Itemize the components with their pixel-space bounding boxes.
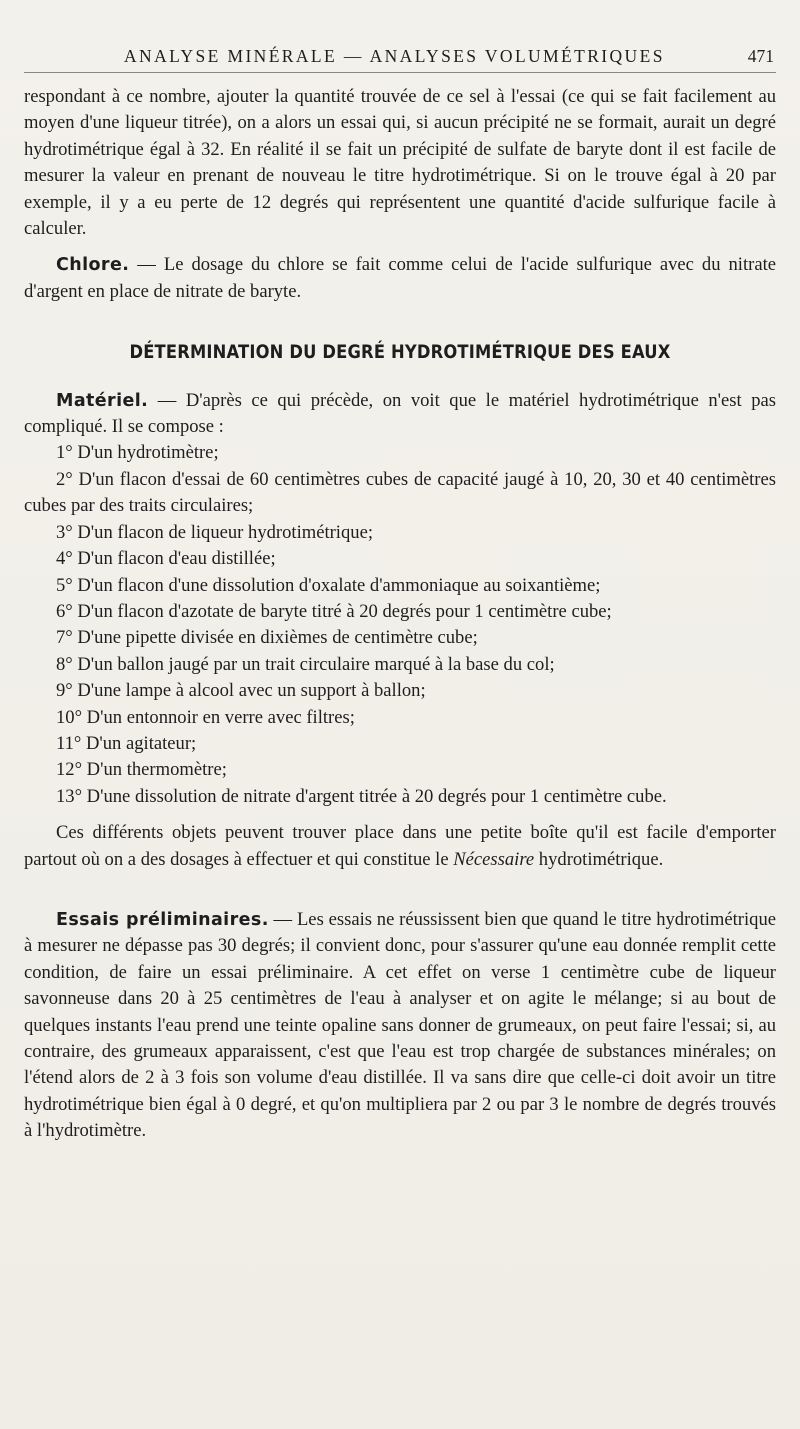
list-item: 8° D'un ballon jaugé par un trait circulaire marqué à la base du col; (56, 653, 555, 675)
essais-text: — Les essais ne réussissent bien que quand le titre hydrotimétrique à mesurer ne dépasse pas 30 degrés; il convient donc, pour s'assurer qu'une eau donnée remplit cette condition, de faire un essai préliminaire. A cet effet on verse 1 centimètre cube de liqueur savonneuse dans 20 à 25 centimètres de l'eau à analyser et on agite le mélange; si au bout de quelques instants l'eau prend une teinte opaline sans donner de grumeaux, on peut faire l'essai; si, au contraire, des grumeaux apparaissent, c'est que l'eau est trop chargée de substances minérales; on l'étend alors de 2 à 3 fois son volume d'eau distillée. Il va sans dire que celle-ci doit avoir un titre hydrotimétrique bien égal à 0 degré, et qu'on multipliera par 2 ou par 3 le nombre de degrés trouvés à l'hydrotimètre. (24, 908, 776, 1142)
necessaire-text-before: Ces différents objets peuvent trouver place dans une petite boîte qu'il est facile d'emporter partout où on a des dosages à effectuer et qui constitue le (24, 822, 776, 870)
materiel-text: — D'après ce qui précède, on voit que le matériel hydrotimétrique n'est pas compliqué. Il se compose : (24, 389, 776, 438)
runin-heading-chlore: Chlore. (56, 255, 130, 276)
runin-heading-materiel: Matériel. (56, 390, 149, 411)
section-title: DÉTERMINATION DU DEGRÉ HYDROTIMÉTRIQUE DES EAUX (129, 341, 671, 364)
list-item: 9° D'une lampe à alcool avec un support à ballon; (56, 680, 426, 702)
page-body (24, 84, 776, 1145)
list-item: 12° D'un thermomètre; (56, 759, 227, 781)
list-item: 2° D'un flacon d'essai de 60 centimètres cubes de capacité jaugé à 10, 20, 30 et 40 centimètres cubes par des traits circulaires; (24, 468, 776, 517)
necessaire-text-after: hydrotimétrique. (534, 848, 664, 870)
list-item: 3° D'un flacon de liqueur hydrotimétrique; (56, 521, 373, 543)
paragraph-materiel (24, 388, 776, 441)
paragraph-continuation: respondant à ce nombre, ajouter la quantité trouvée de ce sel à l'essai (ce qui se fait facilement au moyen d'une liqueur titrée), on a alors un essai qui, si aucun précipité ne se formait, aurait un degré hydrotimétrique égal à 32. En réalité il se fait un précipité de sulfate de baryte dont il est facile de mesurer la valeur en prenant de nouveau le titre hydrotimétrique. Si on le trouve égal à 20 par exemple, il y a eu perte de 12 degrés qui représentent une quantité d'acide sulfurique facile à calculer. (24, 86, 776, 240)
chlore-text: — Le dosage du chlore se fait comme celui de l'acide sulfurique avec du nitrate d'argent en place de nitrate de baryte. (24, 254, 776, 302)
materiel-list (24, 440, 776, 810)
necessaire-italic: Nécessaire (453, 848, 535, 870)
running-header (24, 46, 776, 73)
list-item: 13° D'une dissolution de nitrate d'argent titrée à 20 degrés pour 1 centimètre cube. (56, 785, 667, 807)
running-title: ANALYSE MINÉRALE — ANALYSES VOLUMÉTRIQUES (124, 46, 665, 66)
list-item: 10° D'un entonnoir en verre avec filtres; (56, 706, 355, 728)
list-item: 11° D'un agitateur; (56, 732, 197, 754)
list-item: 4° D'un flacon d'eau distillée; (56, 548, 276, 570)
runin-heading-essais: Essais préliminaires. (56, 909, 269, 930)
paragraph-chlore (24, 252, 776, 305)
list-item: 7° D'une pipette divisée en dixièmes de centimètre cube; (56, 627, 478, 649)
page-number: 471 (747, 46, 774, 66)
paragraph-essais (24, 907, 776, 1145)
paragraph-necessaire (24, 820, 776, 873)
list-item: 1° D'un hydrotimètre; (56, 442, 219, 464)
list-item: 6° D'un flacon d'azotate de baryte titré à 20 degrés pour 1 centimètre cube; (56, 600, 612, 622)
list-item: 5° D'un flacon d'une dissolution d'oxalate d'ammoniaque au soixantième; (56, 574, 601, 596)
